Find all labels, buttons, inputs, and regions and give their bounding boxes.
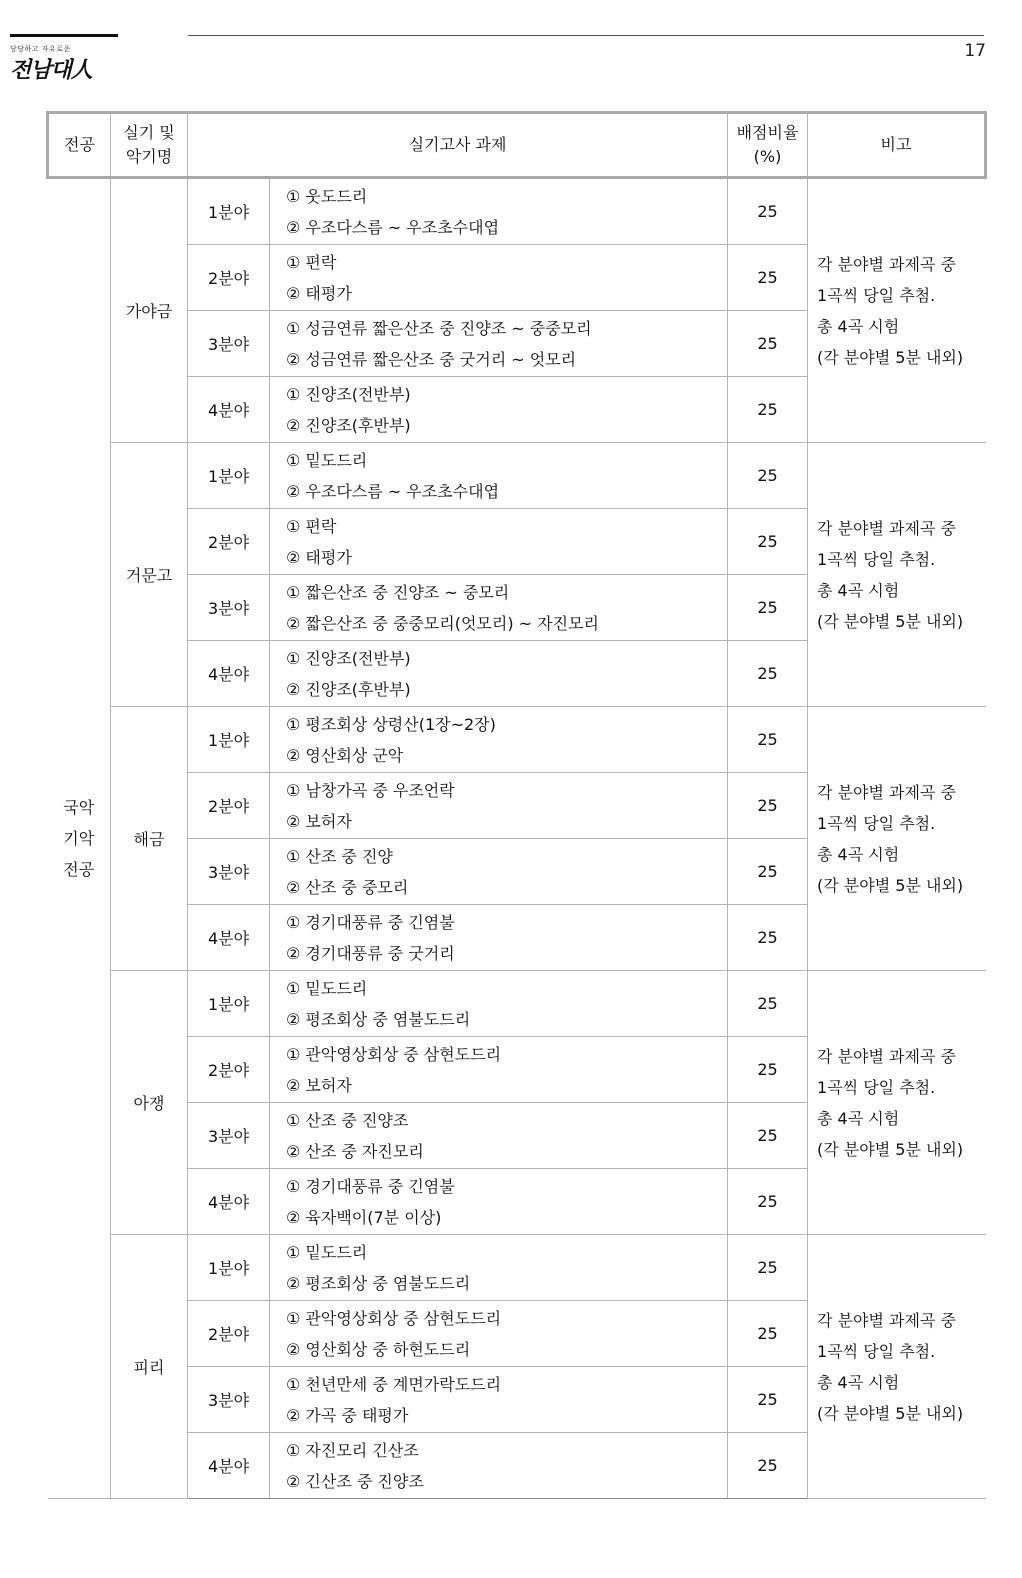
- score-cell: 25: [728, 509, 808, 575]
- task-item: ① 밑도드리: [286, 450, 368, 470]
- exam-task-table: [46, 111, 987, 1499]
- task-item: ② 육자백이(7분 이상): [286, 1207, 442, 1227]
- field-cell: 3분야: [188, 839, 270, 905]
- task-cell: [270, 905, 728, 971]
- note-line: (각 분야별 5분 내외): [817, 1139, 964, 1159]
- task-item: ① 천년만세 중 계면가락도드리: [286, 1374, 502, 1394]
- field-cell: 2분야: [188, 1301, 270, 1367]
- score-cell: 25: [728, 575, 808, 641]
- note-line: (각 분야별 5분 내외): [817, 1403, 964, 1423]
- task-cell: [270, 1235, 728, 1301]
- note-cell: [808, 1235, 986, 1499]
- header-instrument-line1: 실기 및: [123, 123, 175, 142]
- field-cell: 2분야: [188, 1037, 270, 1103]
- task-item: ② 성금연류 짧은산조 중 굿거리 ~ 엇모리: [286, 349, 577, 369]
- field-cell: 1분야: [188, 178, 270, 245]
- score-cell: 25: [728, 1037, 808, 1103]
- instrument-name-cell: 거문고: [111, 443, 188, 707]
- task-item: ② 진양조(후반부): [286, 415, 411, 435]
- logo-name: 전남대人: [10, 57, 92, 83]
- task-item: ② 우조다스름 ~ 우조초수대엽: [286, 481, 500, 501]
- task-cell: [270, 707, 728, 773]
- header-ratio-line1: 배점비율: [736, 123, 799, 142]
- task-cell: [270, 1367, 728, 1433]
- header-task: 실기고사 과제: [188, 113, 728, 178]
- score-cell: 25: [728, 377, 808, 443]
- note-line: 1곡씩 당일 추첨.: [817, 1341, 936, 1361]
- field-cell: 1분야: [188, 707, 270, 773]
- task-item: ② 가곡 중 태평가: [286, 1405, 409, 1425]
- field-cell: 1분야: [188, 971, 270, 1037]
- task-item: ① 자진모리 긴산조: [286, 1440, 419, 1460]
- task-cell: [270, 1037, 728, 1103]
- task-cell: [270, 377, 728, 443]
- major-line: 기악: [63, 829, 95, 848]
- task-cell: [270, 971, 728, 1037]
- score-cell: 25: [728, 1103, 808, 1169]
- header-rule: [188, 35, 984, 36]
- field-cell: 2분야: [188, 773, 270, 839]
- field-cell: 3분야: [188, 311, 270, 377]
- field-cell: 4분야: [188, 905, 270, 971]
- task-item: ① 산조 중 진양: [286, 846, 393, 866]
- note-line: 1곡씩 당일 추첨.: [817, 549, 936, 569]
- header-note: 비고: [808, 113, 986, 178]
- task-item: ② 산조 중 자진모리: [286, 1141, 424, 1161]
- score-cell: 25: [728, 641, 808, 707]
- task-item: ① 경기대풍류 중 긴염불: [286, 1176, 455, 1196]
- major-line: 전공: [63, 860, 95, 879]
- task-cell: [270, 178, 728, 245]
- logo-slogan: 당당하고 자유로운: [10, 45, 71, 53]
- note-line: (각 분야별 5분 내외): [817, 875, 964, 895]
- task-item: ② 영산회상 중 하현도드리: [286, 1339, 471, 1359]
- task-item: ① 진양조(전반부): [286, 648, 411, 668]
- page-number: 17: [964, 41, 986, 61]
- task-item: ② 평조회상 중 염불도드리: [286, 1009, 471, 1029]
- note-line: 1곡씩 당일 추첨.: [817, 285, 936, 305]
- task-cell: [270, 575, 728, 641]
- note-line: 각 분야별 과제곡 중: [817, 782, 956, 802]
- note-line: (각 분야별 5분 내외): [817, 347, 964, 367]
- task-item: ② 영산회상 군악: [286, 745, 404, 765]
- score-cell: 25: [728, 443, 808, 509]
- table-row: [48, 971, 986, 1037]
- task-item: ① 진양조(전반부): [286, 384, 411, 404]
- task-item: ② 태평가: [286, 547, 352, 567]
- task-item: ① 경기대풍류 중 긴염불: [286, 912, 455, 932]
- task-cell: [270, 509, 728, 575]
- score-cell: 25: [728, 839, 808, 905]
- task-cell: [270, 1103, 728, 1169]
- field-cell: 4분야: [188, 1433, 270, 1499]
- field-cell: 4분야: [188, 377, 270, 443]
- task-item: ① 밑도드리: [286, 1242, 368, 1262]
- task-item: ① 평조회상 상령산(1장~2장): [286, 714, 496, 734]
- note-line: 각 분야별 과제곡 중: [817, 518, 956, 538]
- note-cell: [808, 971, 986, 1235]
- header-instrument: [111, 113, 188, 178]
- logo-bar: [10, 34, 118, 37]
- task-item: ② 보허자: [286, 1075, 352, 1095]
- task-item: ② 산조 중 중모리: [286, 877, 409, 897]
- score-cell: 25: [728, 707, 808, 773]
- task-item: ① 웃도드리: [286, 186, 368, 206]
- note-cell: [808, 443, 986, 707]
- task-item: ② 태평가: [286, 283, 352, 303]
- task-item: ① 편락: [286, 252, 337, 272]
- field-cell: 2분야: [188, 509, 270, 575]
- task-cell: [270, 773, 728, 839]
- note-cell: [808, 707, 986, 971]
- university-logo: [10, 34, 120, 84]
- header-instrument-line2: 악기명: [125, 147, 173, 166]
- header-ratio: [728, 113, 808, 178]
- note-line: 각 분야별 과제곡 중: [817, 1046, 956, 1066]
- task-item: ① 산조 중 진양조: [286, 1110, 409, 1130]
- task-cell: [270, 443, 728, 509]
- header-ratio-line2: (%): [753, 147, 782, 166]
- score-cell: 25: [728, 245, 808, 311]
- note-line: 총 4곡 시험: [817, 1372, 900, 1392]
- score-cell: 25: [728, 1367, 808, 1433]
- task-cell: [270, 1301, 728, 1367]
- major-cell: [48, 178, 111, 1499]
- field-cell: 4분야: [188, 1169, 270, 1235]
- note-line: 1곡씩 당일 추첨.: [817, 813, 936, 833]
- score-cell: 25: [728, 178, 808, 245]
- score-cell: 25: [728, 1169, 808, 1235]
- score-cell: 25: [728, 1433, 808, 1499]
- task-cell: [270, 311, 728, 377]
- score-cell: 25: [728, 773, 808, 839]
- note-line: 1곡씩 당일 추첨.: [817, 1077, 936, 1097]
- field-cell: 1분야: [188, 443, 270, 509]
- task-item: ① 남창가곡 중 우조언락: [286, 780, 455, 800]
- note-line: 총 4곡 시험: [817, 1108, 900, 1128]
- task-cell: [270, 839, 728, 905]
- task-item: ② 평조회상 중 염불도드리: [286, 1273, 471, 1293]
- note-line: 총 4곡 시험: [817, 316, 900, 336]
- score-cell: 25: [728, 971, 808, 1037]
- note-cell: [808, 178, 986, 443]
- table-row: [48, 1235, 986, 1301]
- note-line: 각 분야별 과제곡 중: [817, 1310, 956, 1330]
- task-item: ② 진양조(후반부): [286, 679, 411, 699]
- task-item: ② 보허자: [286, 811, 352, 831]
- field-cell: 2분야: [188, 245, 270, 311]
- field-cell: 3분야: [188, 575, 270, 641]
- instrument-name-cell: 가야금: [111, 178, 188, 443]
- field-cell: 3분야: [188, 1103, 270, 1169]
- task-item: ② 짧은산조 중 중중모리(엇모리) ~ 자진모리: [286, 613, 599, 633]
- table-row: [48, 443, 986, 509]
- note-line: (각 분야별 5분 내외): [817, 611, 964, 631]
- task-item: ② 경기대풍류 중 굿거리: [286, 943, 455, 963]
- field-cell: 1분야: [188, 1235, 270, 1301]
- score-cell: 25: [728, 1235, 808, 1301]
- note-line: 총 4곡 시험: [817, 844, 900, 864]
- score-cell: 25: [728, 1301, 808, 1367]
- task-item: ① 밑도드리: [286, 978, 368, 998]
- task-item: ① 관악영상회상 중 삼현도드리: [286, 1308, 502, 1328]
- header-major: 전공: [48, 113, 111, 178]
- task-cell: [270, 641, 728, 707]
- table-header-row: [48, 113, 986, 178]
- field-cell: 3분야: [188, 1367, 270, 1433]
- task-cell: [270, 1169, 728, 1235]
- note-line: 각 분야별 과제곡 중: [817, 254, 956, 274]
- score-cell: 25: [728, 311, 808, 377]
- task-cell: [270, 245, 728, 311]
- task-item: ② 우조다스름 ~ 우조초수대엽: [286, 217, 500, 237]
- table-row: [48, 707, 986, 773]
- task-item: ① 편락: [286, 516, 337, 536]
- instrument-name-cell: 해금: [111, 707, 188, 971]
- note-line: 총 4곡 시험: [817, 580, 900, 600]
- table-row: [48, 178, 986, 245]
- instrument-name-cell: 아쟁: [111, 971, 188, 1235]
- task-item: ② 긴산조 중 진양조: [286, 1471, 424, 1491]
- major-line: 국악: [63, 798, 95, 817]
- field-cell: 4분야: [188, 641, 270, 707]
- instrument-name-cell: 피리: [111, 1235, 188, 1499]
- score-cell: 25: [728, 905, 808, 971]
- task-cell: [270, 1433, 728, 1499]
- task-item: ① 성금연류 짧은산조 중 진양조 ~ 중중모리: [286, 318, 592, 338]
- task-item: ① 짧은산조 중 진양조 ~ 중모리: [286, 582, 510, 602]
- task-item: ① 관악영상회상 중 삼현도드리: [286, 1044, 502, 1064]
